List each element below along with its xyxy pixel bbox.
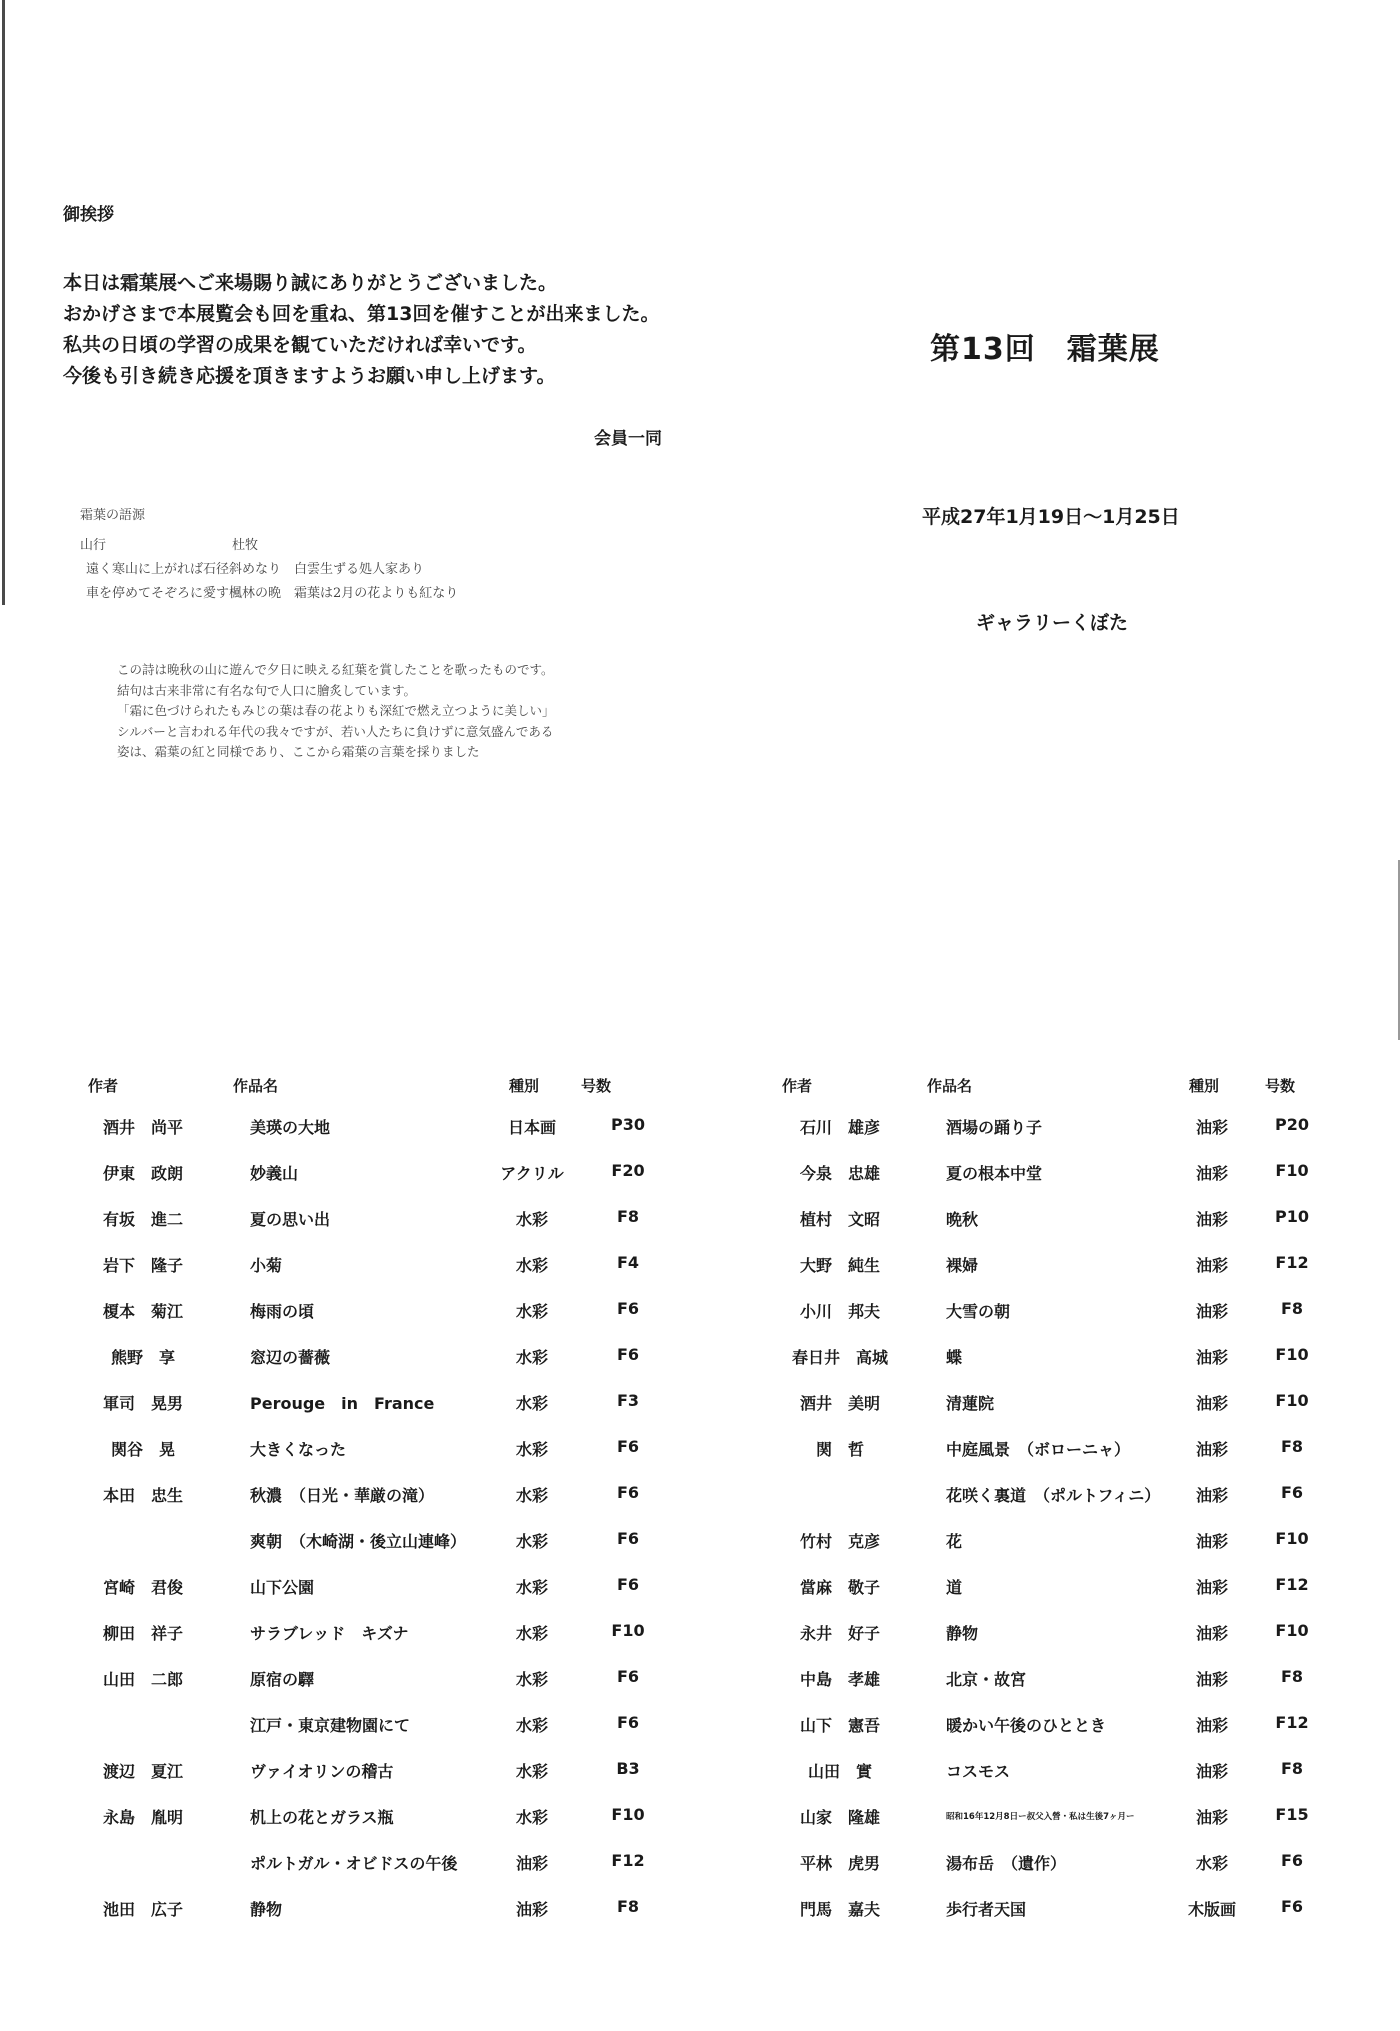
- size-cell: F10: [611, 1805, 645, 1824]
- table-row: [88, 1483, 688, 1529]
- medium-cell: 水彩: [515, 1210, 548, 1229]
- title-cell: 暖かい午後のひととき: [946, 1716, 1107, 1735]
- table-row: [88, 1207, 688, 1253]
- title-cell: 中庭風景 （ボローニャ）: [946, 1440, 1131, 1459]
- table-row: [88, 1391, 688, 1437]
- medium-cell: アクリル: [500, 1164, 564, 1183]
- greeting-body: [63, 268, 659, 392]
- table-row: [88, 1115, 688, 1161]
- title-cell: 梅雨の頃: [250, 1302, 315, 1321]
- title-cell: 机上の花とガラス瓶: [250, 1808, 394, 1827]
- explanation-line: シルバーと言われる年代の我々ですが、若い人たちに負けずに意気盛んである: [117, 723, 554, 739]
- header-title: 作品名: [927, 1077, 973, 1095]
- medium-cell: 水彩: [515, 1256, 548, 1275]
- size-cell: F6: [616, 1299, 640, 1318]
- table-row: [782, 1713, 1382, 1759]
- artist-cell: 今泉 忠雄: [799, 1164, 880, 1183]
- artist-cell: 永井 好子: [799, 1624, 880, 1643]
- poem-line: 車を停めてそぞろに愛す楓林の晩 霜葉は2月の花よりも紅なり: [86, 586, 459, 601]
- table-header: [88, 1075, 688, 1115]
- artist-cell: 酒井 尚平: [102, 1118, 183, 1137]
- artist-cell: 永島 胤明: [102, 1808, 183, 1827]
- poem-author: 杜牧: [232, 538, 259, 553]
- table-row: [782, 1437, 1382, 1483]
- size-cell: F15: [1275, 1805, 1309, 1824]
- size-cell: B3: [616, 1759, 640, 1778]
- medium-cell: 油彩: [1195, 1210, 1228, 1229]
- title-cell: 昭和16年12月8日ー叔父入營・私は生後7ヶ月ー: [946, 1812, 1135, 1822]
- table-row: [88, 1345, 688, 1391]
- size-cell: F6: [1280, 1483, 1304, 1502]
- table-row: [782, 1667, 1382, 1713]
- medium-cell: 水彩: [515, 1624, 548, 1643]
- title-cell: 窓辺の薔薇: [250, 1348, 331, 1367]
- size-cell: F6: [616, 1437, 640, 1456]
- artist-cell: 山田 實: [807, 1762, 872, 1781]
- medium-cell: 水彩: [515, 1348, 548, 1367]
- size-cell: F6: [1280, 1897, 1304, 1916]
- medium-cell: 油彩: [515, 1854, 548, 1873]
- artist-cell: 酒井 美明: [799, 1394, 880, 1413]
- title-cell: 清蓮院: [946, 1394, 995, 1413]
- size-cell: F8: [1280, 1299, 1304, 1318]
- table-row: [88, 1575, 688, 1621]
- table-row: [782, 1897, 1382, 1943]
- table-row: [88, 1759, 688, 1805]
- medium-cell: 水彩: [515, 1808, 548, 1827]
- artist-cell: 門馬 嘉夫: [799, 1900, 880, 1919]
- greeting-line: おかげさまで本展覧会も回を重ね、第13回を催すことが出来ました。: [63, 303, 660, 325]
- title-cell: 小菊: [250, 1256, 283, 1275]
- title-cell: 美瑛の大地: [250, 1118, 331, 1137]
- title-cell: 蝶: [946, 1348, 963, 1367]
- medium-cell: 日本画: [507, 1118, 556, 1137]
- exhibition-title: 第13回 霜葉展: [930, 332, 1160, 367]
- header-artist: 作者: [782, 1077, 813, 1095]
- size-cell: F8: [616, 1207, 640, 1226]
- table-row: [88, 1667, 688, 1713]
- medium-cell: 油彩: [1195, 1808, 1228, 1827]
- table-row: [782, 1207, 1382, 1253]
- table-row: [782, 1621, 1382, 1667]
- title-cell: 大きくなった: [250, 1440, 347, 1459]
- artist-cell: 柳田 祥子: [102, 1624, 183, 1643]
- table-row: [782, 1391, 1382, 1437]
- artist-cell: 大野 純生: [799, 1256, 880, 1275]
- exhibition-venue: ギャラリーくぼた: [976, 612, 1129, 634]
- medium-cell: 油彩: [1195, 1394, 1228, 1413]
- explanation-line: 「霜に色づけられたもみじの葉は春の花よりも深紅で燃え立つように美しい」: [117, 703, 555, 718]
- medium-cell: 油彩: [1195, 1670, 1228, 1689]
- title-cell: 静物: [250, 1900, 283, 1919]
- table-row: [782, 1345, 1382, 1391]
- greeting-signature: 会員一同: [594, 429, 662, 449]
- scan-edge-left: [2, 0, 5, 605]
- size-cell: F12: [1275, 1713, 1309, 1732]
- size-cell: F10: [1275, 1529, 1309, 1548]
- medium-cell: 油彩: [1195, 1624, 1228, 1643]
- explanation-line: 姿は、霜葉の紅と同様であり、ここから霜葉の言葉を採りました: [117, 744, 480, 759]
- artist-cell: 有坂 進二: [102, 1210, 183, 1229]
- size-cell: F10: [1275, 1345, 1309, 1364]
- artist-cell: 榎本 菊江: [102, 1302, 183, 1321]
- artist-cell: 本田 忠生: [102, 1486, 183, 1505]
- artist-cell: 池田 広子: [102, 1900, 183, 1919]
- artist-cell: 石川 雄彦: [799, 1118, 880, 1137]
- greeting-heading: 御挨拶: [63, 205, 114, 225]
- table-row: [782, 1115, 1382, 1161]
- size-cell: F8: [1280, 1667, 1304, 1686]
- explanation-line: この詩は晩秋の山に遊んで夕日に映える紅葉を賞したことを歌ったものです。: [117, 662, 554, 677]
- artist-cell: 小川 邦夫: [799, 1302, 880, 1321]
- title-cell: サラブレッド キズナ: [250, 1624, 409, 1643]
- medium-cell: 水彩: [515, 1532, 548, 1551]
- size-cell: F10: [1275, 1621, 1309, 1640]
- header-size: 号数: [581, 1077, 612, 1095]
- medium-cell: 水彩: [515, 1394, 548, 1413]
- title-cell: 爽朝 （木崎湖・後立山連峰）: [250, 1532, 467, 1551]
- medium-cell: 油彩: [1195, 1762, 1228, 1781]
- table-row: [88, 1897, 688, 1943]
- medium-cell: 油彩: [1195, 1486, 1228, 1505]
- artwork-table-left: [88, 1075, 688, 1943]
- medium-cell: 水彩: [515, 1302, 548, 1321]
- artist-cell: 関谷 晃: [110, 1440, 175, 1459]
- table-row: [88, 1437, 688, 1483]
- table-row: [88, 1299, 688, 1345]
- artist-cell: 岩下 隆子: [102, 1256, 183, 1275]
- title-cell: 妙義山: [250, 1164, 299, 1183]
- table-row: [782, 1759, 1382, 1805]
- table-row: [782, 1529, 1382, 1575]
- medium-cell: 油彩: [1195, 1256, 1228, 1275]
- header-artist: 作者: [88, 1077, 119, 1095]
- size-cell: F6: [616, 1483, 640, 1502]
- size-cell: F8: [1280, 1759, 1304, 1778]
- size-cell: F4: [616, 1253, 640, 1272]
- medium-cell: 油彩: [1195, 1716, 1228, 1735]
- title-cell: 裸婦: [946, 1256, 979, 1275]
- medium-cell: 油彩: [1195, 1578, 1228, 1597]
- title-cell: 歩行者天国: [946, 1900, 1027, 1919]
- title-cell: 晩秋: [946, 1210, 979, 1229]
- title-cell: コスモス: [946, 1762, 1011, 1781]
- size-cell: F10: [1275, 1161, 1309, 1180]
- title-cell: 大雪の朝: [946, 1302, 1011, 1321]
- size-cell: F10: [1275, 1391, 1309, 1410]
- poem-title: 山行: [80, 538, 107, 553]
- medium-cell: 水彩: [515, 1486, 548, 1505]
- title-cell: 原宿の驛: [250, 1670, 315, 1689]
- artist-cell: 山田 二郎: [102, 1670, 183, 1689]
- size-cell: F6: [616, 1667, 640, 1686]
- explanation-section: [117, 660, 555, 763]
- size-cell: F8: [616, 1897, 640, 1916]
- table-row: [88, 1851, 688, 1897]
- artist-cell: 竹村 克彦: [799, 1532, 880, 1551]
- title-cell: ヴァイオリンの稽古: [250, 1762, 394, 1781]
- size-cell: P20: [1275, 1115, 1309, 1134]
- poem-section: [80, 504, 458, 606]
- size-cell: F10: [611, 1621, 645, 1640]
- title-cell: 湯布岳 （遺作）: [946, 1854, 1067, 1873]
- size-cell: F6: [616, 1529, 640, 1548]
- table-row: [88, 1529, 688, 1575]
- artwork-table-right: [782, 1075, 1382, 1943]
- title-cell: 夏の根本中堂: [946, 1164, 1043, 1183]
- artist-cell: 平林 虎男: [799, 1854, 880, 1873]
- table-row: [782, 1161, 1382, 1207]
- table-row: [88, 1713, 688, 1759]
- explanation-line: 結句は古来非常に有名な句で人口に膾炙しています。: [117, 682, 417, 698]
- medium-cell: 油彩: [515, 1900, 548, 1919]
- table-row: [782, 1575, 1382, 1621]
- title-cell: 江戸・東京建物園にて: [250, 1716, 411, 1735]
- artist-cell: 中島 孝雄: [799, 1670, 880, 1689]
- title-cell: 夏の思い出: [250, 1210, 331, 1229]
- table-row: [782, 1805, 1382, 1851]
- header-title: 作品名: [233, 1077, 279, 1095]
- header-medium: 種別: [509, 1077, 540, 1095]
- size-cell: F8: [1280, 1437, 1304, 1456]
- artist-cell: 當麻 敬子: [799, 1578, 880, 1597]
- medium-cell: 水彩: [515, 1762, 548, 1781]
- title-cell: 北京・故宮: [946, 1670, 1027, 1689]
- artist-cell: 関 哲: [815, 1440, 864, 1459]
- table-row: [782, 1299, 1382, 1345]
- medium-cell: 油彩: [1195, 1440, 1228, 1459]
- table-row: [782, 1851, 1382, 1897]
- medium-cell: 水彩: [515, 1716, 548, 1735]
- poem-heading: 霜葉の語源: [80, 508, 146, 523]
- poem-line: 遠く寒山に上がれば石径斜めなり 白雲生ずる処人家あり: [86, 562, 425, 577]
- size-cell: F6: [1280, 1851, 1304, 1870]
- artist-cell: 熊野 享: [110, 1348, 175, 1367]
- table-row: [782, 1483, 1382, 1529]
- greeting-line: 今後も引き続き応援を頂きますようお願い申し上げます。: [63, 365, 556, 387]
- size-cell: F6: [616, 1575, 640, 1594]
- medium-cell: 油彩: [1195, 1302, 1228, 1321]
- title-cell: 秋濃 （日光・華厳の滝）: [250, 1486, 435, 1505]
- header-medium: 種別: [1189, 1077, 1220, 1095]
- medium-cell: 水彩: [1195, 1854, 1228, 1873]
- title-cell: 山下公園: [250, 1578, 315, 1597]
- table-row: [88, 1621, 688, 1667]
- medium-cell: 油彩: [1195, 1532, 1228, 1551]
- poem-title-line: [80, 534, 458, 558]
- title-cell: 花: [946, 1532, 963, 1551]
- artist-cell: 山下 憲吾: [799, 1716, 880, 1735]
- exhibition-dates: 平成27年1月19日～1月25日: [922, 506, 1180, 528]
- greeting-line: 本日は霜葉展へご来場賜り誠にありがとうございました。: [63, 272, 558, 294]
- title-cell: 静物: [946, 1624, 979, 1643]
- medium-cell: 油彩: [1195, 1348, 1228, 1367]
- title-cell: 酒場の踊り子: [946, 1118, 1043, 1137]
- artist-cell: 春日井 高城: [791, 1348, 888, 1367]
- size-cell: F12: [1275, 1253, 1309, 1272]
- size-cell: F3: [616, 1391, 640, 1410]
- size-cell: F20: [611, 1161, 645, 1180]
- medium-cell: 木版画: [1187, 1900, 1236, 1919]
- size-cell: P10: [1275, 1207, 1309, 1226]
- artist-cell: 宮崎 君俊: [102, 1578, 183, 1597]
- table-row: [88, 1161, 688, 1207]
- size-cell: P30: [611, 1115, 645, 1134]
- medium-cell: 油彩: [1195, 1118, 1228, 1137]
- title-cell: Perouge in France: [250, 1394, 435, 1413]
- table-header: [782, 1075, 1382, 1115]
- title-cell: 道: [946, 1578, 963, 1597]
- header-size: 号数: [1265, 1077, 1296, 1095]
- artist-cell: 植村 文昭: [799, 1210, 880, 1229]
- size-cell: F12: [1275, 1575, 1309, 1594]
- artist-cell: 軍司 晃男: [102, 1394, 183, 1413]
- size-cell: F6: [616, 1345, 640, 1364]
- artist-cell: 渡辺 夏江: [102, 1762, 183, 1781]
- medium-cell: 油彩: [1195, 1164, 1228, 1183]
- medium-cell: 水彩: [515, 1670, 548, 1689]
- artist-cell: 伊東 政朗: [102, 1164, 183, 1183]
- medium-cell: 水彩: [515, 1440, 548, 1459]
- artist-cell: 山家 隆雄: [799, 1808, 880, 1827]
- greeting-line: 私共の日頃の学習の成果を観ていただければ幸いです。: [63, 334, 537, 356]
- table-row: [88, 1253, 688, 1299]
- title-cell: ポルトガル・オビドスの午後: [250, 1854, 458, 1873]
- size-cell: F6: [616, 1713, 640, 1732]
- table-row: [782, 1253, 1382, 1299]
- table-row: [88, 1805, 688, 1851]
- medium-cell: 水彩: [515, 1578, 548, 1597]
- title-cell: 花咲く裏道 （ポルトフィニ）: [946, 1486, 1161, 1505]
- size-cell: F12: [611, 1851, 645, 1870]
